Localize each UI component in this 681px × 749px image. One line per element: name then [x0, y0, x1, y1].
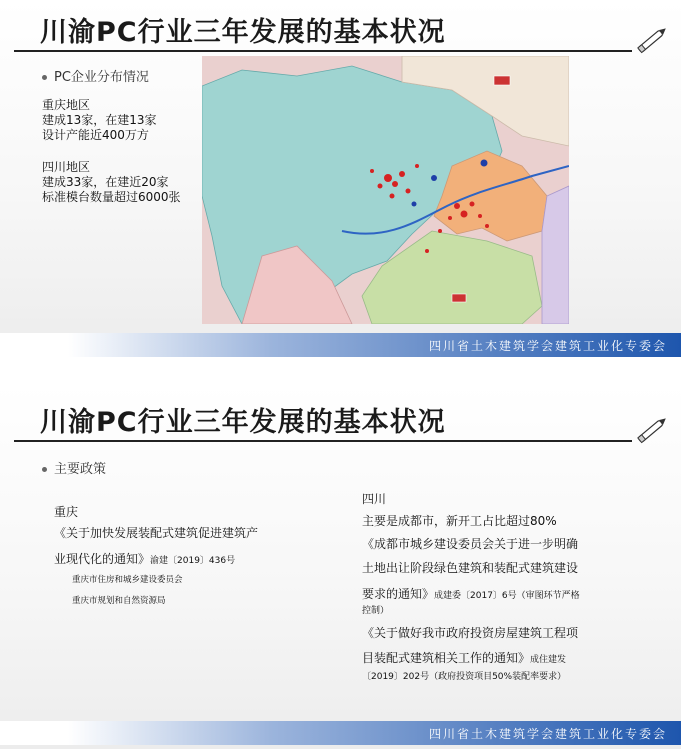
footer-bar [0, 333, 681, 357]
sichuan-doc1-line3: 要求的通知》成建委〔2017〕6号（审图环节严格 [362, 587, 580, 601]
sichuan-doc2-line1: 《关于做好我市政府投资房屋建筑工程项 [362, 626, 579, 640]
bullet-main-policies: 主要政策 [42, 458, 106, 477]
pen-icon [632, 20, 672, 60]
bullet-pc-distribution: PC企业分布情况 [42, 66, 149, 85]
sichuan-heading: 四川 [362, 492, 387, 506]
chongqing-capacity: 设计产能近400万方 [42, 128, 149, 142]
slide-title: 川渝PC行业三年发展的基本状况 [40, 17, 446, 48]
chongqing-summary [42, 98, 157, 143]
sichuan-label: 四川地区 [42, 160, 91, 174]
sichuan-molds: 标准模台数量超过6000张 [42, 190, 181, 204]
chongqing-issuer-housing: 重庆市住房和城乡建设委员会 [72, 575, 183, 585]
sichuan-doc1-line1: 《成都市城乡建设委员会关于进一步明确 [362, 537, 579, 551]
sichuan-count: 建成33家，在建近20家 [42, 175, 169, 189]
chongqing-issuer-planning: 重庆市规划和自然资源局 [72, 596, 166, 606]
footer-org-name: 四川省土木建筑学会建筑工业化专委会 [428, 727, 667, 741]
sichuan-main: 主要是成都市，新开工占比超过80% [362, 514, 557, 528]
bullet-dot-icon [42, 75, 47, 80]
pen-icon [632, 410, 672, 450]
title-divider [14, 440, 632, 442]
chongqing-heading: 重庆 [54, 505, 79, 519]
title-divider [14, 50, 632, 52]
sichuan-doc2-ref-note: 〔2019〕202号（政府投资项目50%装配率要求） [362, 672, 567, 682]
bullet-dot-icon [42, 467, 47, 472]
slide-main-policies [0, 384, 681, 749]
sichuan-doc1-line2: 土地出让阶段绿色建筑和装配式建筑建设 [362, 561, 579, 575]
chongqing-doc-line2: 业现代化的通知》渝建〔2019〕436号 [54, 552, 236, 566]
sichuan-summary [42, 160, 181, 205]
sichuan-chongqing-map [202, 56, 569, 324]
footer-org-name: 四川省土木建筑学会建筑工业化专委会 [428, 339, 667, 353]
footer-bar [0, 721, 681, 745]
sichuan-doc1-ref-note: 控制） [362, 606, 390, 616]
slide-pc-enterprise-distribution [0, 0, 681, 357]
chongqing-doc-line1: 《关于加快发展装配式建筑促进建筑产 [54, 526, 259, 540]
slide-title: 川渝PC行业三年发展的基本状况 [40, 407, 446, 438]
chongqing-count: 建成13家，在建13家 [42, 113, 157, 127]
sichuan-doc2-line2: 目装配式建筑相关工作的通知》成住建发 [362, 651, 567, 665]
chongqing-label: 重庆地区 [42, 98, 91, 112]
